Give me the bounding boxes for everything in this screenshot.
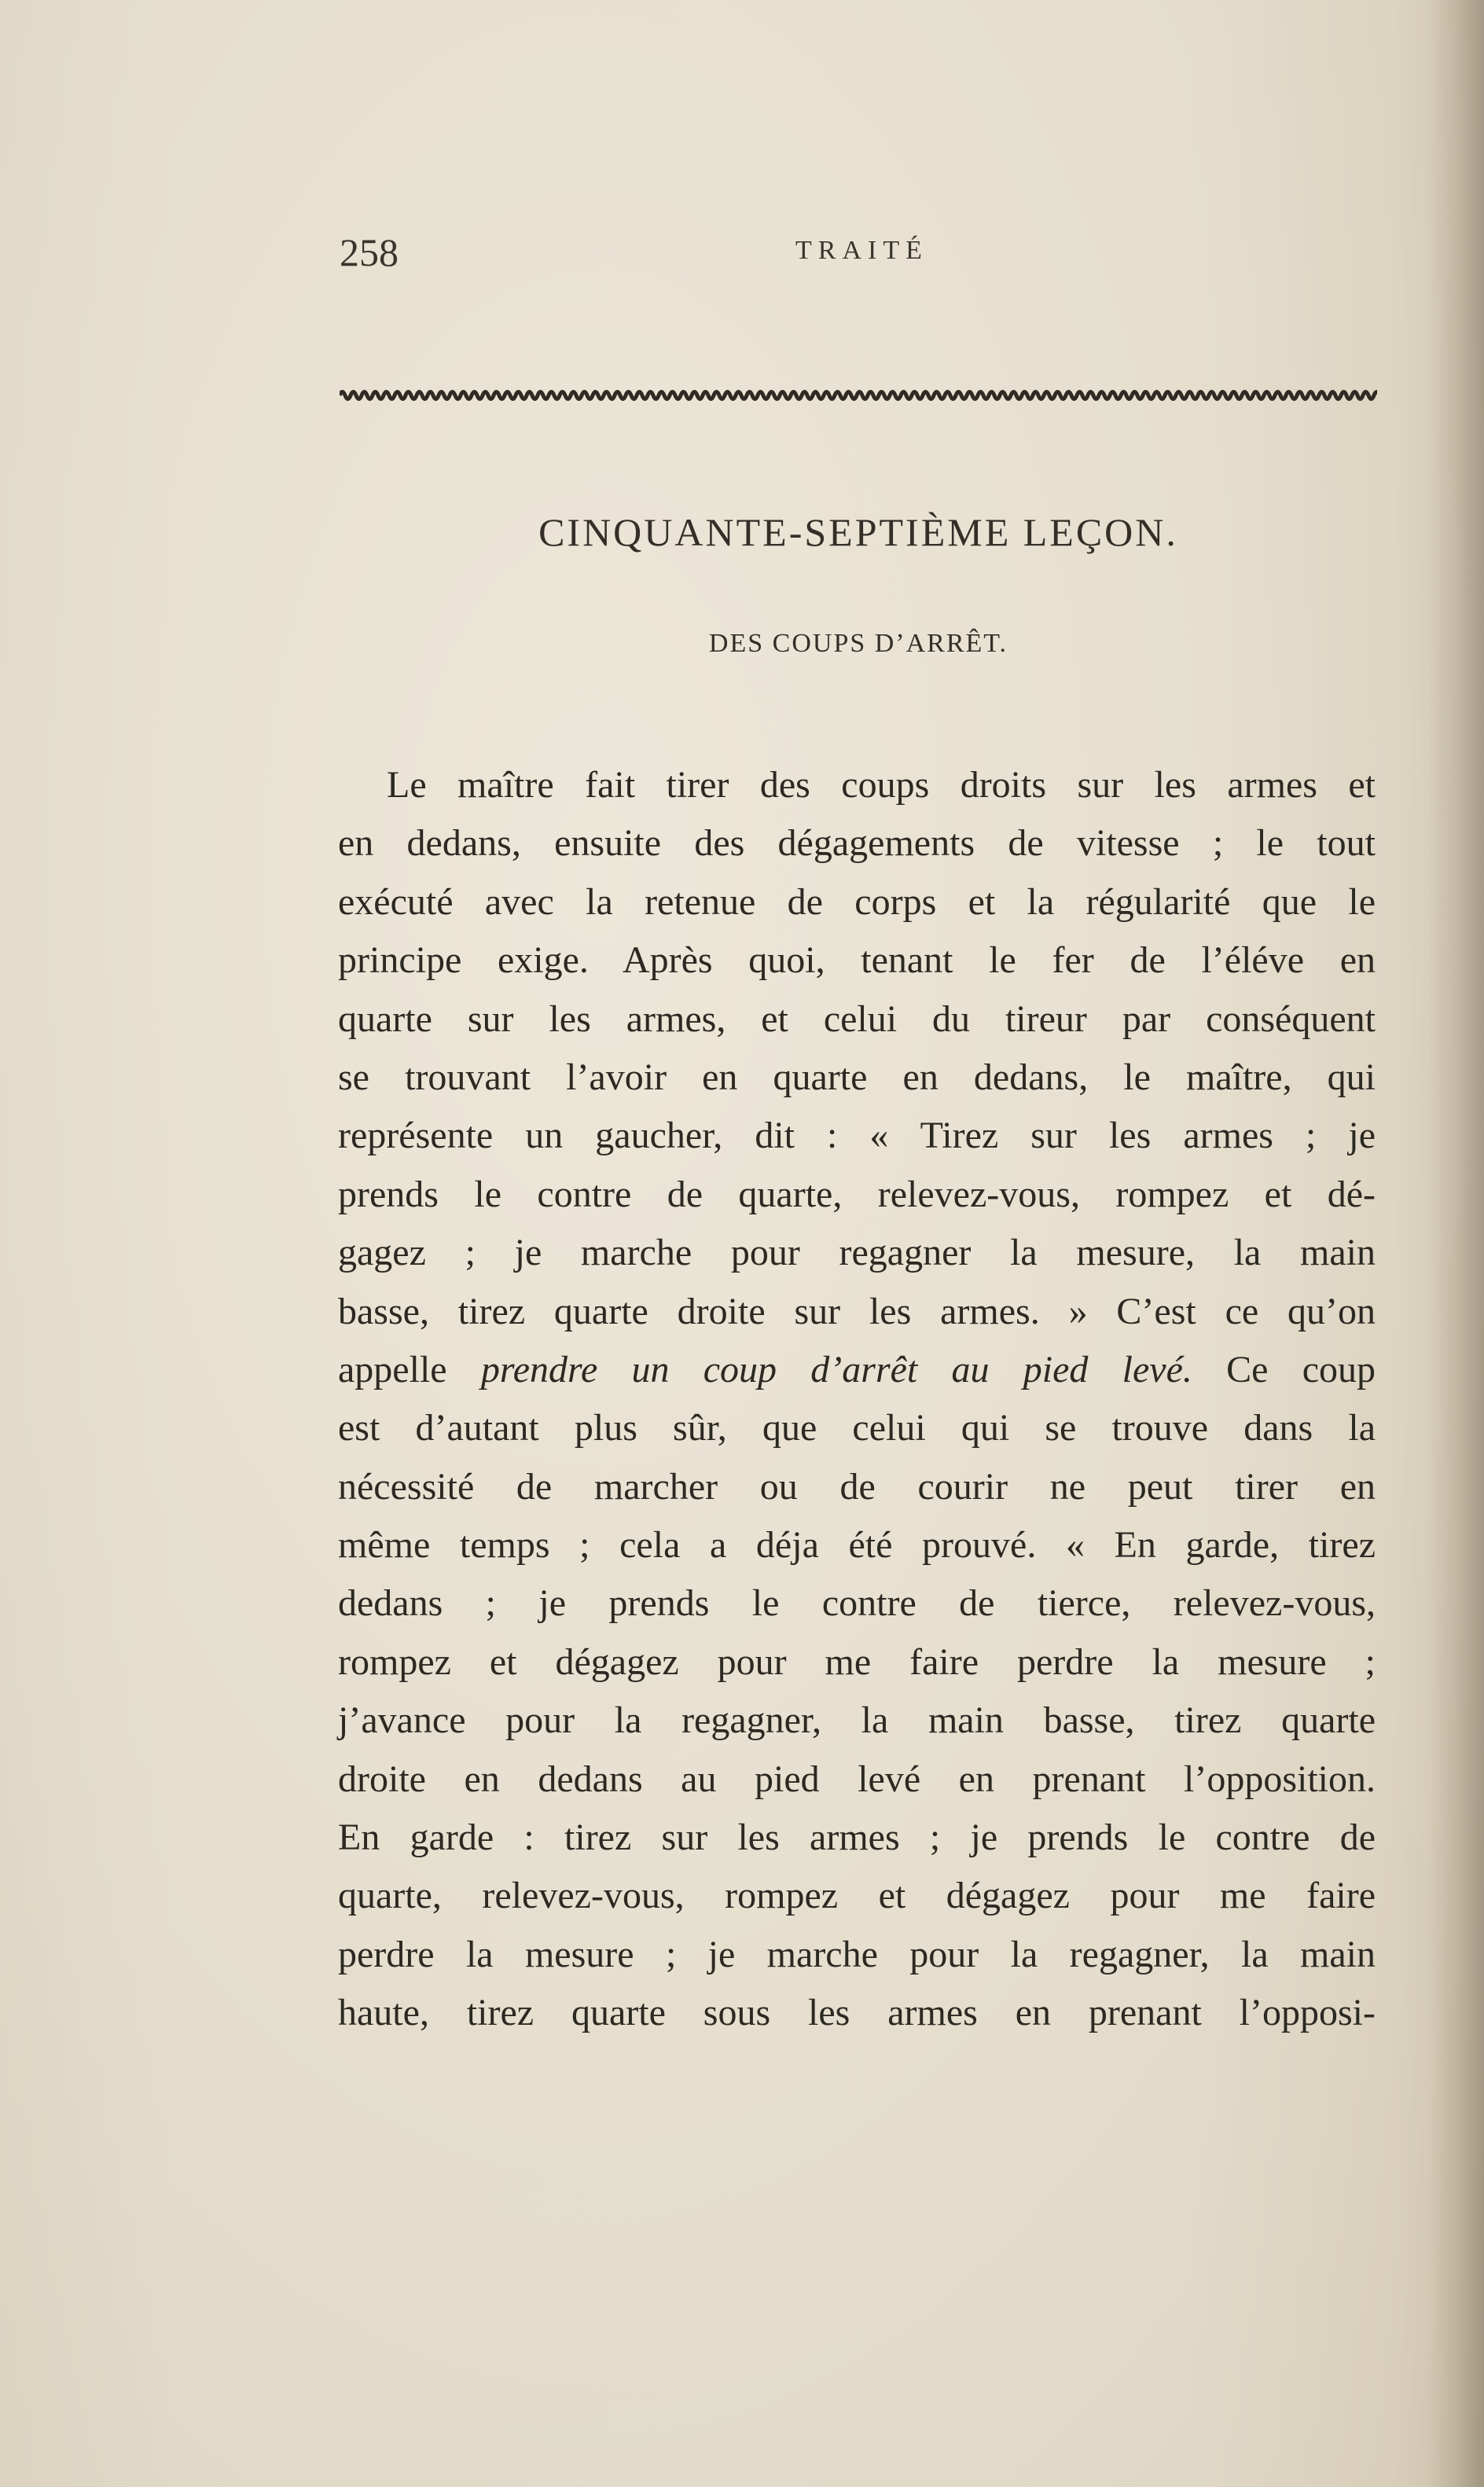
page-number: 258: [340, 230, 399, 274]
running-head: [340, 230, 1361, 277]
text-line: est d’autant plus sûr, que celui qui se trouve dans la: [338, 1407, 1376, 1449]
text-line: Le maître fait tirer des coups droits sur les armes et: [387, 764, 1376, 806]
text-run: Ce coup: [1192, 1348, 1376, 1390]
text-line: principe exige. Après quoi, tenant le fer de l’éléve en: [338, 939, 1376, 982]
text-line-with-italic: [338, 1341, 1376, 1399]
text-line: En garde : tirez sur les armes ; je prends le contre de: [338, 1817, 1376, 1859]
text-line: exécuté avec la retenue de corps et la régularité que le: [338, 880, 1376, 923]
text-line: se trouvant l’avoir en quarte en dedans, le maître, qui: [338, 1056, 1376, 1098]
text-line: nécessité de marcher ou de courir ne peut tirer en: [338, 1465, 1376, 1508]
body-text: [338, 756, 1376, 2043]
text-line: dedans ; je prends le contre de tierce, relevez-vous,: [338, 1582, 1376, 1625]
text-line: droite en dedans au pied levé en prenant l’opposition.: [338, 1758, 1376, 1800]
text-line: quarte sur les armes, et celui du tireur par conséquent: [338, 997, 1376, 1040]
running-head-title: TRAITÉ: [795, 236, 928, 265]
text-line: haute, tirez quarte sous les armes en prenant l’opposi-: [338, 1992, 1376, 2034]
text-run: appelle: [338, 1348, 481, 1390]
text-line: quarte, relevez-vous, rompez et dégagez pour me faire: [338, 1875, 1376, 1917]
chapter-subtitle: DES COUPS D’ARRÊT.: [708, 629, 1008, 658]
text-line: j’avance pour la regagner, la main basse, tirez quarte: [338, 1699, 1376, 1742]
text-line: rompez et dégagez pour me faire perdre la mesure ;: [338, 1640, 1376, 1683]
text-line: prends le contre de quarte, relevez-vous, rompez et dé-: [338, 1173, 1376, 1215]
text-line: en dedans, ensuite des dégagements de vitesse ; le tout: [338, 822, 1376, 865]
ornamental-wavy-rule: [340, 384, 1377, 407]
chapter-title: CINQUANTE-SEPTIÈME LEÇON.: [538, 510, 1178, 554]
spine-shadow: [1429, 0, 1484, 2487]
text-line: même temps ; cela a déja été prouvé. « En garde, tirez: [338, 1524, 1376, 1567]
text-line: gagez ; je marche pour regagner la mesure, la main: [338, 1232, 1376, 1274]
text-line: basse, tirez quarte droite sur les armes. » C’est ce qu’on: [338, 1290, 1376, 1332]
italic-phrase: prendre un coup d’arrêt au pied levé.: [480, 1348, 1192, 1390]
text-line: représente un gaucher, dit : « Tirez sur les armes ; je: [338, 1115, 1376, 1157]
text-line: perdre la mesure ; je marche pour la regagner, la main: [338, 1933, 1376, 1975]
